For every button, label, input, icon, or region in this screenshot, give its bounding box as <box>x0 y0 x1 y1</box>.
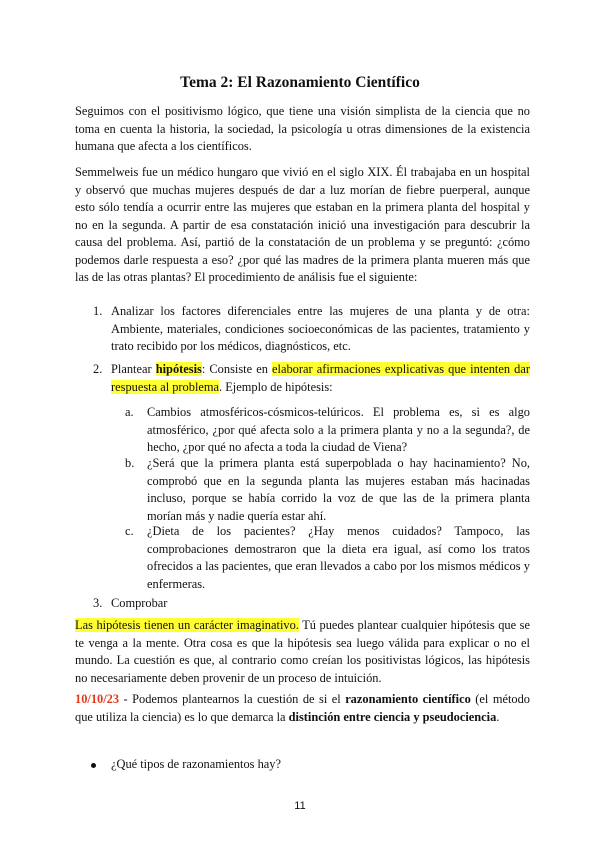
list-item-2-mid: : Consiste en <box>201 362 273 376</box>
list-item-2-lead: Plantear <box>111 362 156 376</box>
dated-text-3: . <box>496 709 500 724</box>
hypothesis-definition-highlight: elaborar afirmaciones explicativas que intenten dar respuesta al problema <box>111 362 530 394</box>
imaginative-highlight: Las hipótesis tienen un carácter imaginativo. <box>75 618 299 632</box>
sub-item-b: ¿Será que la primera planta está superpoblada o hay hacinamiento? No, comprobó que en la segunda planta las mujeres estaban más hacinadas incluso, porque se había corrido la voz de que las de la primera planta morían más y nadie quería estar ahí. <box>147 456 530 523</box>
sub-marker-b: b. <box>125 456 135 470</box>
bullet-item: ¿Qué tipos de razonamientos hay? <box>111 757 281 771</box>
sub-marker-a: a. <box>125 405 134 419</box>
scientific-reasoning-term: razonamiento científico <box>345 692 471 706</box>
science-pseudoscience-term: distinción entre ciencia y pseudociencia <box>288 709 497 724</box>
list-marker-3: 3. <box>93 596 103 610</box>
dated-text-1: - Podemos plantearnos la cuestión de si el <box>119 692 346 706</box>
intro-paragraph: Seguimos con el positivismo lógico, que tiene una visión simplista de la ciencia que no toma en cuenta la historia, la sociedad, la psicología u otras dimensiones de la existencia humana que afecta a los científicos. <box>75 104 530 153</box>
semmelweis-paragraph: Semmelweis fue un médico hungaro que vivió en el siglo XIX. Él trabajaba en un hospital y observó que muchas mujeres después de dar a luz morían de fiebre puerperal, aunque esto sólo tendía a ocurrir entre las mujeres que estaban en la primera planta del hospital y no en la segunda. A partir de esa constatación inició una investigación para descubrir la causa del problema. Así, partió de la constatación de un problema y se preguntó: ¿cómo podemos darle respuesta a eso? ¿por qué las madres de la primera planta mueren más que las de las otras plantas? El procedimiento de análisis fue el siguiente: <box>75 165 530 284</box>
hypothesis-term: hipótesis <box>155 362 202 376</box>
list-item-2-tail: . Ejemplo de hipótesis: <box>219 379 333 394</box>
page-title: Tema 2: El Razonamiento Científico <box>180 74 420 91</box>
list-marker-1: 1. <box>93 304 103 318</box>
sub-marker-c: c. <box>125 524 134 538</box>
date-label: 10/10/23 <box>75 692 120 706</box>
dated-paragraph <box>75 691 530 726</box>
hypotheses-paragraph <box>75 617 530 687</box>
sub-item-c: ¿Dieta de los pacientes? ¿Hay menos cuidados? Tampoco, las comprobaciones demostraron que la dieta era igual, así como los tratos ofrecidos a las pacientes, que eran llevados a cabo por los mismos médicos y enfermeras. <box>147 524 530 591</box>
page-number: 11 <box>294 800 306 812</box>
hypotheses-rest: Tú puedes plantear cualquier hipótesis que se te venga a la mente. Otra cosa es que la hipótesis sea luego válida para explicar o no el mundo. La cuestión es que, al contrario como creían los positivistas lógicos, las hipótesis no necesariamente deben provenir de un proceso de intuición. <box>75 618 530 685</box>
bullet-icon <box>91 763 96 768</box>
dated-text-2: (el método que utiliza la ciencia) es lo que demarca la <box>75 692 530 724</box>
list-item-1: Analizar los factores diferenciales entre las mujeres de una planta y de otra: Ambiente, materiales, condiciones socioeconómicas de las pacientes, tratamiento y trato recibido por los médicos, diagnósticos, etc. <box>111 304 530 353</box>
list-marker-2: 2. <box>93 362 103 376</box>
list-item-3: Comprobar <box>111 596 168 610</box>
list-item-2 <box>111 361 530 396</box>
sub-item-a: Cambios atmosféricos-cósmicos-telúricos. El problema es, si es algo atmosférico, ¿por qué afecta solo a la primera planta y no a la segunda?, de hecho, ¿por qué no afecta a toda la ciudad de Viena? <box>147 405 530 454</box>
